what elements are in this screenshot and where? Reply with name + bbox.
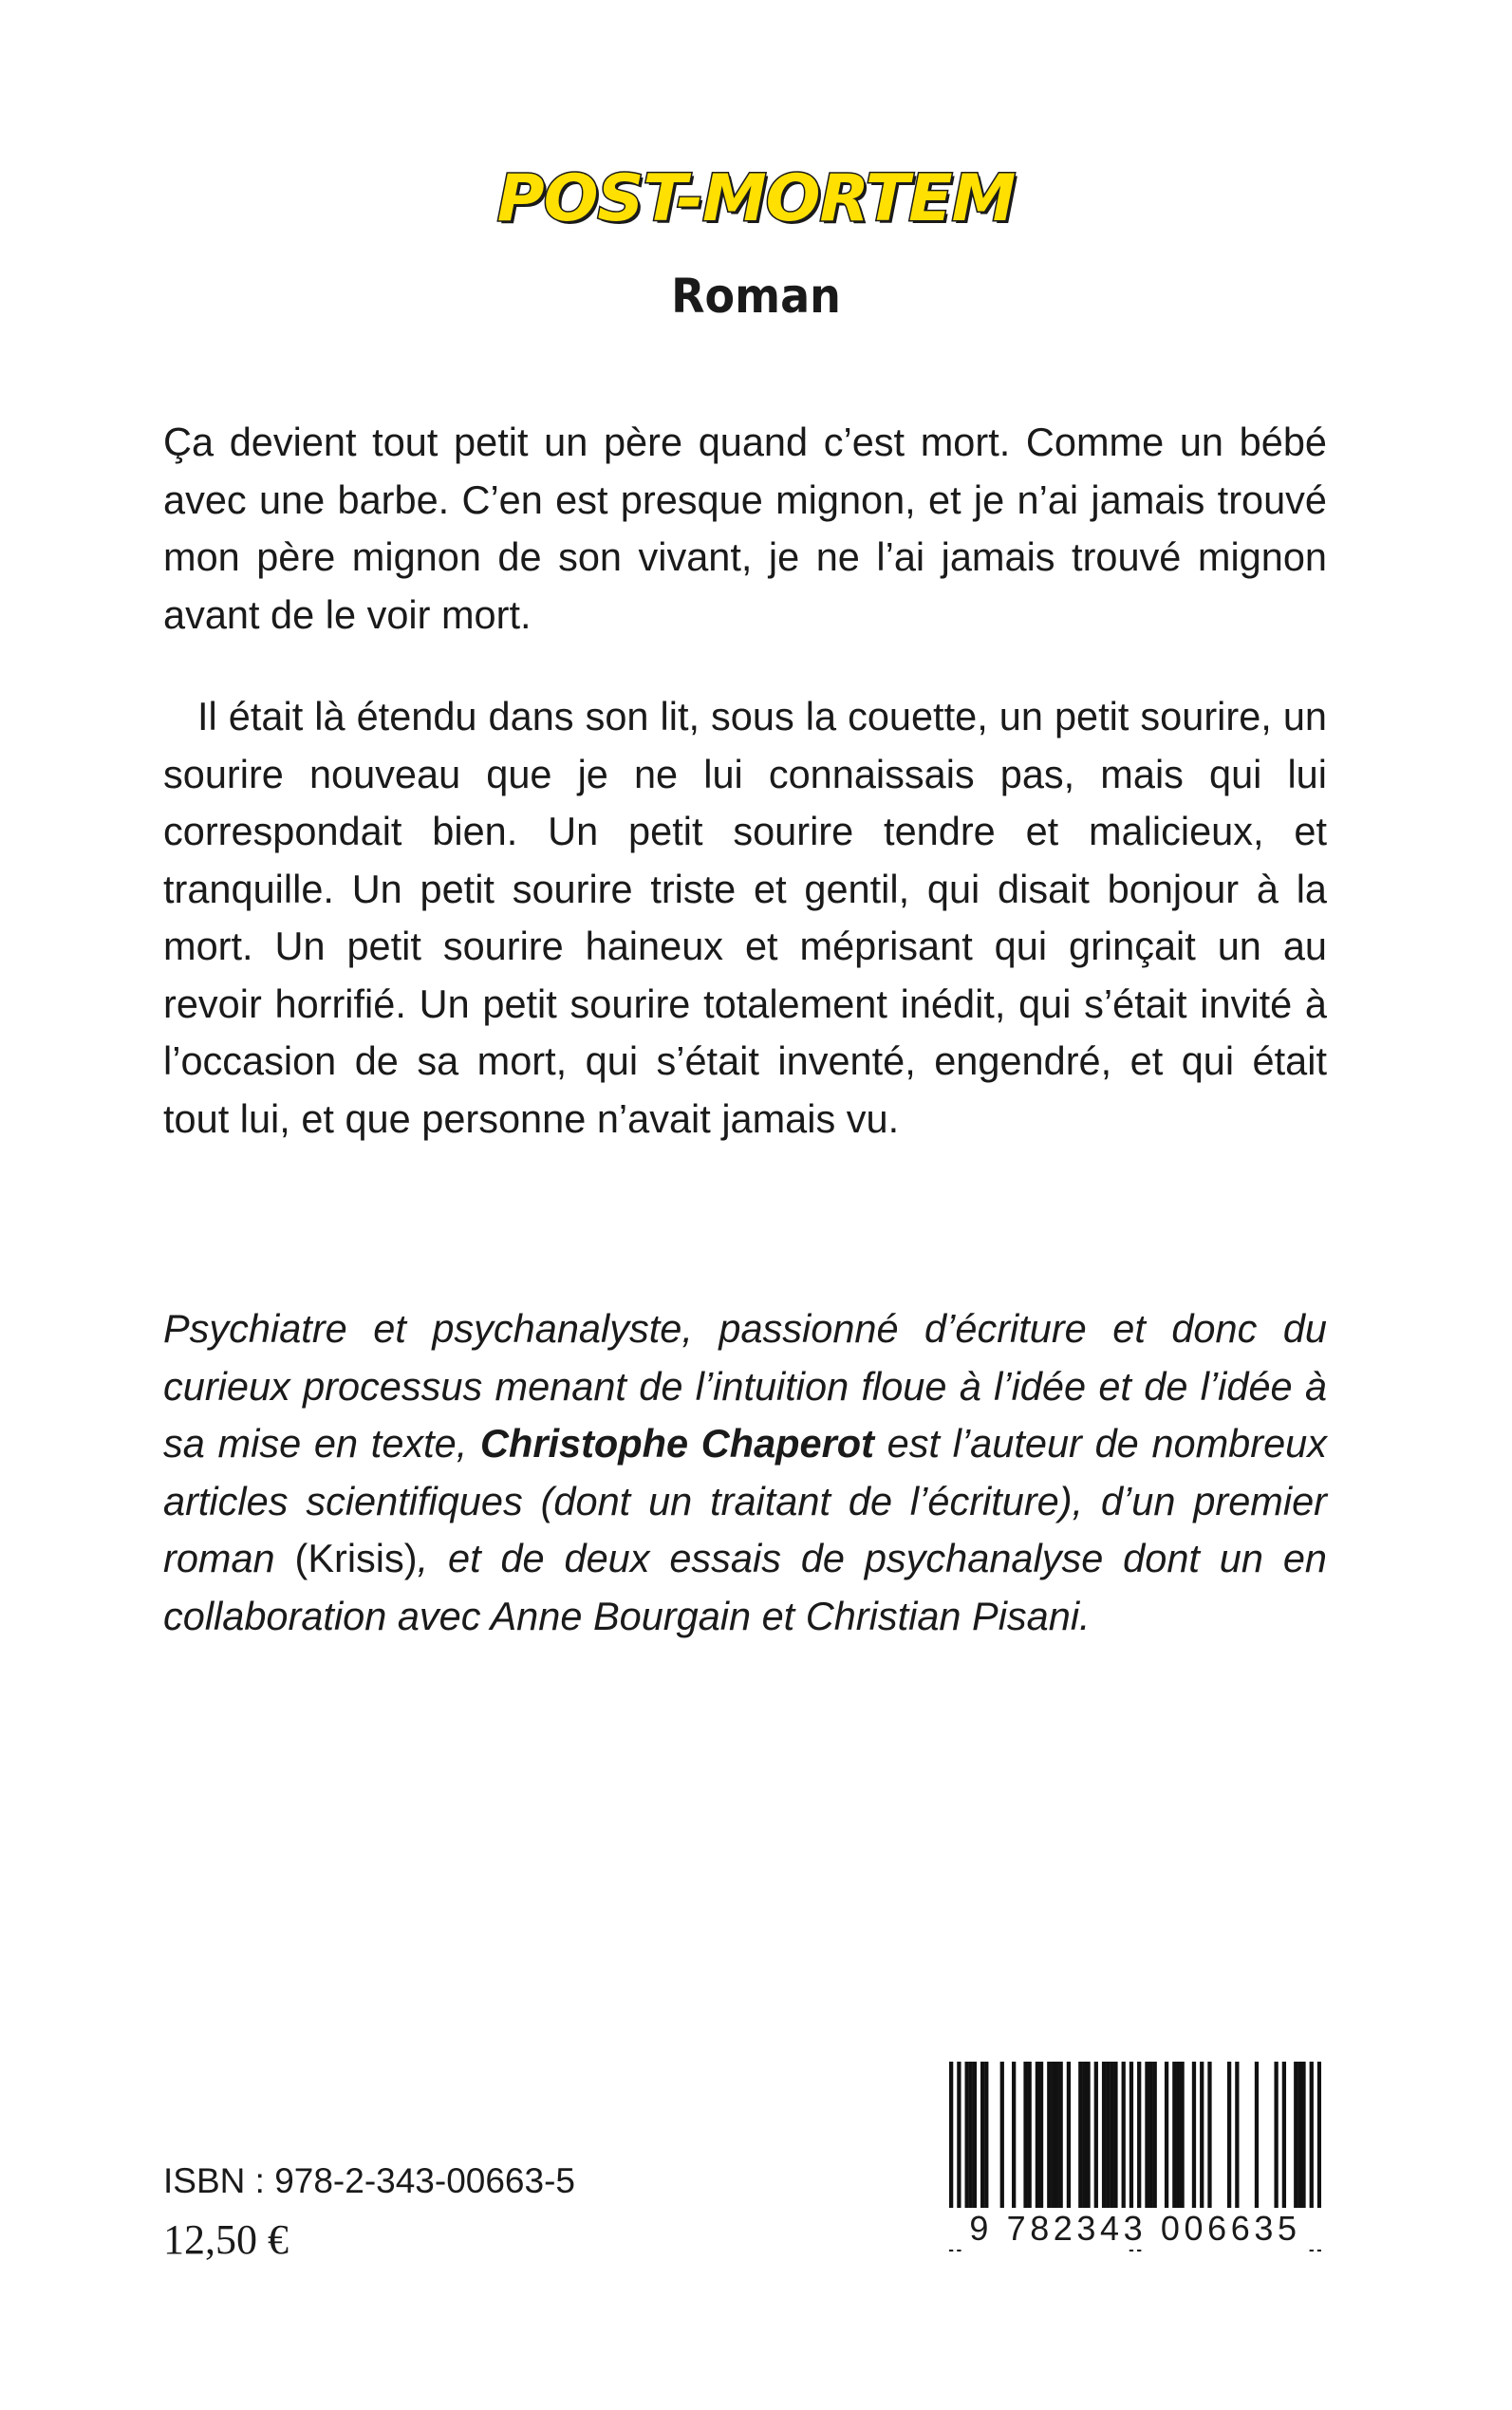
- author-bio-part-2: est l’auteur de nombreux articles scientifiques (dont un traitant de l’écriture), d’un premier roman: [163, 1421, 1327, 1580]
- barcode-bar: [969, 2062, 973, 2210]
- barcode-bar: [1106, 2062, 1110, 2210]
- author-name: Christophe Chaperot: [480, 1421, 874, 1466]
- isbn-number: ISBN : 978-2-343-00663-5: [163, 2161, 575, 2200]
- barcode-bar: [1110, 2062, 1113, 2210]
- author-bio: [163, 1300, 1327, 1645]
- first-novel-title: (Krisis): [294, 1536, 418, 1580]
- author-bio-part-3: , et de deux essais de psychanalyse dont un en collaboration avec Anne Bourgain et Christian Pisani.: [163, 1536, 1327, 1638]
- barcode-bar: [1023, 2062, 1027, 2210]
- barcode-bar: [1235, 2062, 1239, 2210]
- barcode-bar: [1113, 2062, 1117, 2210]
- book-subtitle: Roman: [671, 269, 841, 324]
- barcode-bar: [1000, 2062, 1004, 2210]
- barcode-bar: [1274, 2062, 1278, 2210]
- barcode-bar: [1145, 2062, 1148, 2210]
- barcode-bar: [1180, 2062, 1184, 2210]
- barcode-bar: [1255, 2062, 1259, 2210]
- barcode-bar: [1067, 2062, 1071, 2210]
- barcode-bar: [1078, 2062, 1082, 2210]
- blurb-paragraph-2: Il était là étendu dans son lit, sous la couette, un petit sourire, un sourire nouveau que je ne lui connaissais pas, mais qui lui correspondait bien. Un petit sourire tendre et malicieux, et tranquille. Un petit sourire triste et gentil, qui disait bonjour à la mort. Un petit sourire haineux et méprisant qui grinçait un au revoir horrifié. Un petit sourire totalement inédit, qui s’était invité à l’occasion de sa mort, qui s’était inventé, engendré, et qui était tout lui, et que personne n’avait jamais vu.: [163, 694, 1327, 1141]
- barcode-bar: [1301, 2062, 1305, 2210]
- barcode-bar: [1051, 2062, 1055, 2210]
- barcode-bar: [965, 2062, 969, 2210]
- author-bio-part-1: Psychiatre et psychanalyste, passionné d’écriture et donc du curieux processus menant de l’intuition floue à l’idée et de l’idée à sa mise en texte,: [163, 1306, 1327, 1466]
- barcode-bar: [1047, 2062, 1051, 2210]
- barcode-bar: [1153, 2062, 1157, 2210]
- barcode-digits: 9 782343 006635: [947, 2208, 1323, 2250]
- barcode-bar: [1086, 2062, 1090, 2210]
- barcode-bar: [1294, 2062, 1297, 2210]
- barcode-bar: [973, 2062, 977, 2210]
- book-title: POST-MORTEM: [496, 161, 1016, 236]
- barcode-bar: [1148, 2062, 1152, 2210]
- barcode-bar: [1165, 2062, 1168, 2210]
- blurb-paragraph-1: Ça devient tout petit un père quand c’est mort. Comme un bébé avec une barbe. C’en est presque mignon, et je n’ai jamais trouvé mon père mignon de son vivant, je ne l’ai jamais trouvé mignon avant de le voir mort.: [163, 420, 1327, 637]
- barcode-bar: [1176, 2062, 1180, 2210]
- barcode-bar: [1282, 2062, 1286, 2210]
- barcode-bar: [1059, 2062, 1063, 2210]
- barcode-bar: [1207, 2062, 1211, 2210]
- barcode-bar: [1082, 2062, 1086, 2210]
- barcode-bar: [1012, 2062, 1016, 2210]
- book-price: 12,50 €: [163, 2216, 289, 2263]
- barcode-bar: [1122, 2062, 1126, 2210]
- barcode-bar: [1094, 2062, 1098, 2210]
- barcode-bar: [1200, 2062, 1204, 2210]
- barcode-bar: [1102, 2062, 1106, 2210]
- barcode-bar: [984, 2062, 988, 2210]
- barcode-bar: [1172, 2062, 1176, 2210]
- barcode-bar: [1028, 2062, 1032, 2210]
- barcode-bar: [1055, 2062, 1058, 2210]
- barcode-bar: [1192, 2062, 1196, 2210]
- barcode-bar: [1036, 2062, 1039, 2210]
- barcode-bar: [1039, 2062, 1043, 2210]
- barcode-bar: [1227, 2062, 1231, 2210]
- barcode-bar: [980, 2062, 984, 2210]
- barcode-bar: [1297, 2062, 1301, 2210]
